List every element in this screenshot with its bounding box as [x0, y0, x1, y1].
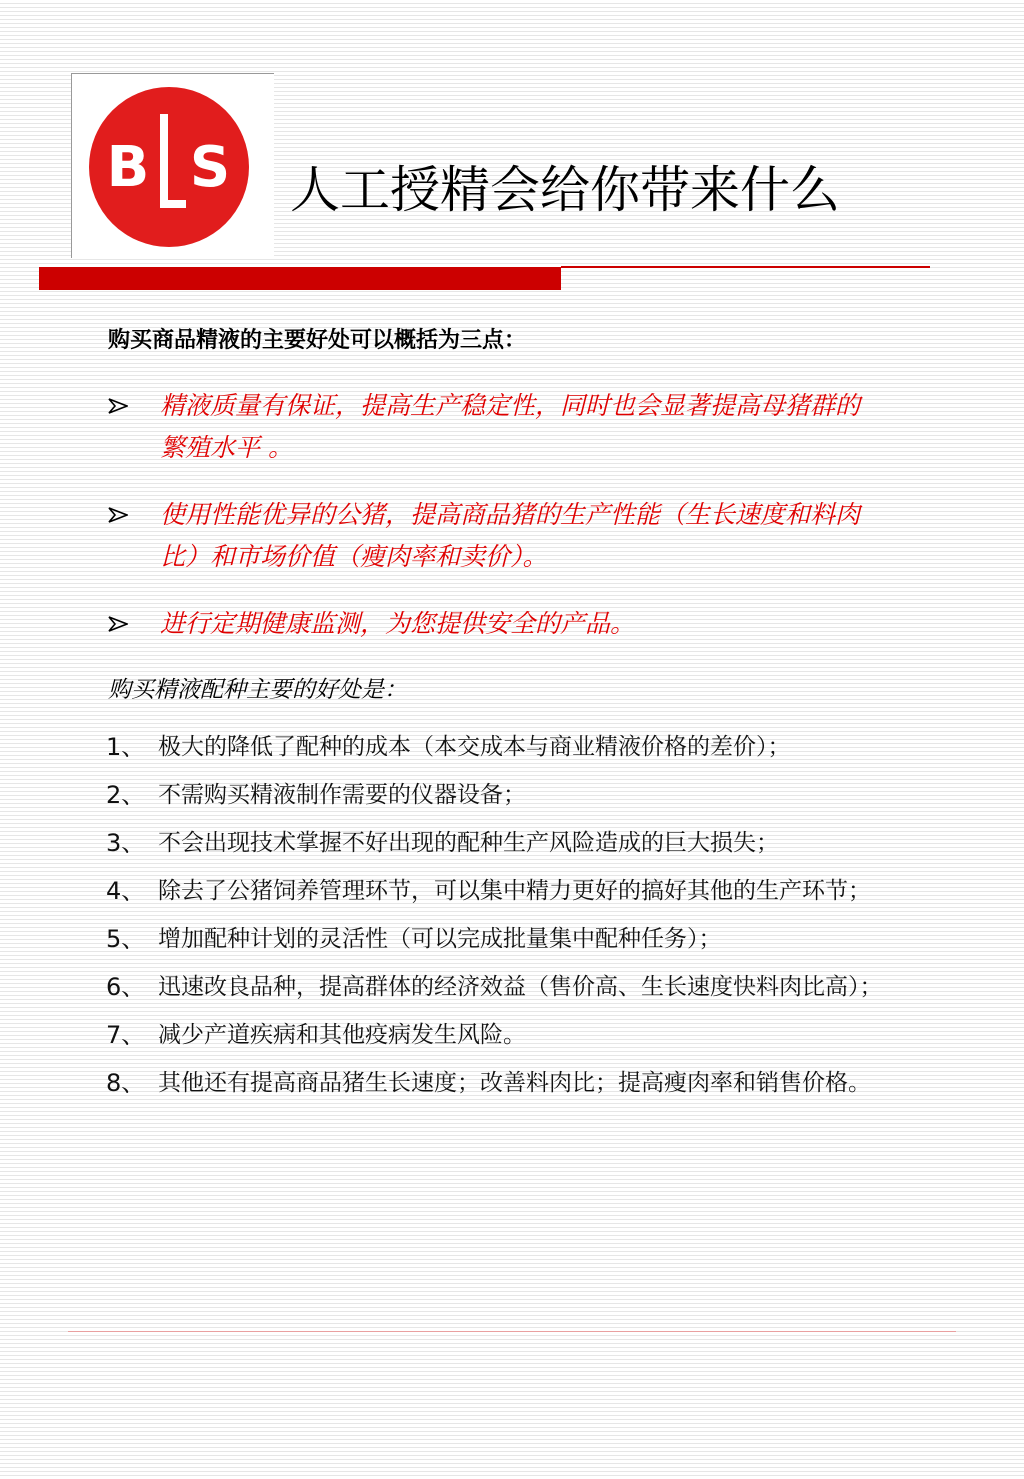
logo-box: [71, 73, 274, 258]
numbered-item: [106, 1066, 886, 1101]
bullet-text: 进行定期健康监测，为您提供安全的产品。: [160, 609, 636, 638]
numbered-item: [106, 826, 886, 861]
bullet-text: 使用性能优异的公猪，提高商品猪的生产性能（生长速度和料肉比）和市场价值（瘦肉率和卖价）。: [160, 500, 861, 571]
sub-heading: 购买精液配种主要的好处是：: [108, 677, 407, 703]
title-underline-thick: [39, 267, 561, 290]
item-number: 6、: [106, 973, 146, 1001]
numbered-item: [106, 730, 886, 765]
item-number: 8、: [106, 1069, 146, 1097]
intro-text: 购买商品精液的主要好处可以概括为三点：: [108, 328, 527, 353]
item-number: 2、: [106, 781, 146, 809]
arrow-bullet-icon: [108, 398, 128, 414]
bullet-item: [104, 385, 884, 469]
numbered-item: [106, 874, 886, 909]
item-text: 迅速改良品种，提高群体的经济效益（售价高、生长速度快料肉比高）；: [158, 974, 883, 1000]
benefit-bullet-list: [104, 385, 884, 670]
bls-logo: [88, 86, 250, 248]
item-number: 3、: [106, 829, 146, 857]
numbered-item: [106, 970, 886, 1005]
title-underline-thin: [561, 266, 930, 268]
numbered-item: [106, 778, 886, 813]
item-text: 减少产道疾病和其他疫病发生风险。: [158, 1022, 526, 1048]
numbered-item: [106, 1018, 886, 1053]
item-text: 除去了公猪饲养管理环节，可以集中精力更好的搞好其他的生产环节；: [158, 878, 871, 904]
item-text: 增加配种计划的灵活性（可以完成批量集中配种任务）；: [158, 926, 722, 952]
svg-text:B: B: [106, 135, 150, 200]
item-number: 7、: [106, 1021, 146, 1049]
bullet-item: [104, 603, 884, 645]
numbered-benefit-list: [106, 730, 886, 1114]
svg-text:S: S: [189, 135, 231, 200]
bullet-text: 精液质量有保证，提高生产稳定性，同时也会显著提高母猪群的繁殖水平 。: [160, 391, 861, 462]
footer-divider: [68, 1331, 956, 1332]
item-number: 4、: [106, 877, 146, 905]
item-text: 不会出现技术掌握不好出现的配种生产风险造成的巨大损失；: [158, 830, 779, 856]
arrow-bullet-icon: [108, 616, 128, 632]
item-text: 其他还有提高商品猪生长速度；改善料肉比；提高瘦肉率和销售价格。: [158, 1070, 871, 1096]
page-title: 人工授精会给你带来什么: [290, 161, 840, 219]
item-number: 1、: [106, 733, 146, 761]
item-text: 不需购买精液制作需要的仪器设备；: [158, 782, 526, 808]
bullet-item: [104, 494, 884, 578]
item-text: 极大的降低了配种的成本（本交成本与商业精液价格的差价）；: [158, 734, 791, 760]
numbered-item: [106, 922, 886, 957]
arrow-bullet-icon: [108, 507, 128, 523]
item-number: 5、: [106, 925, 146, 953]
